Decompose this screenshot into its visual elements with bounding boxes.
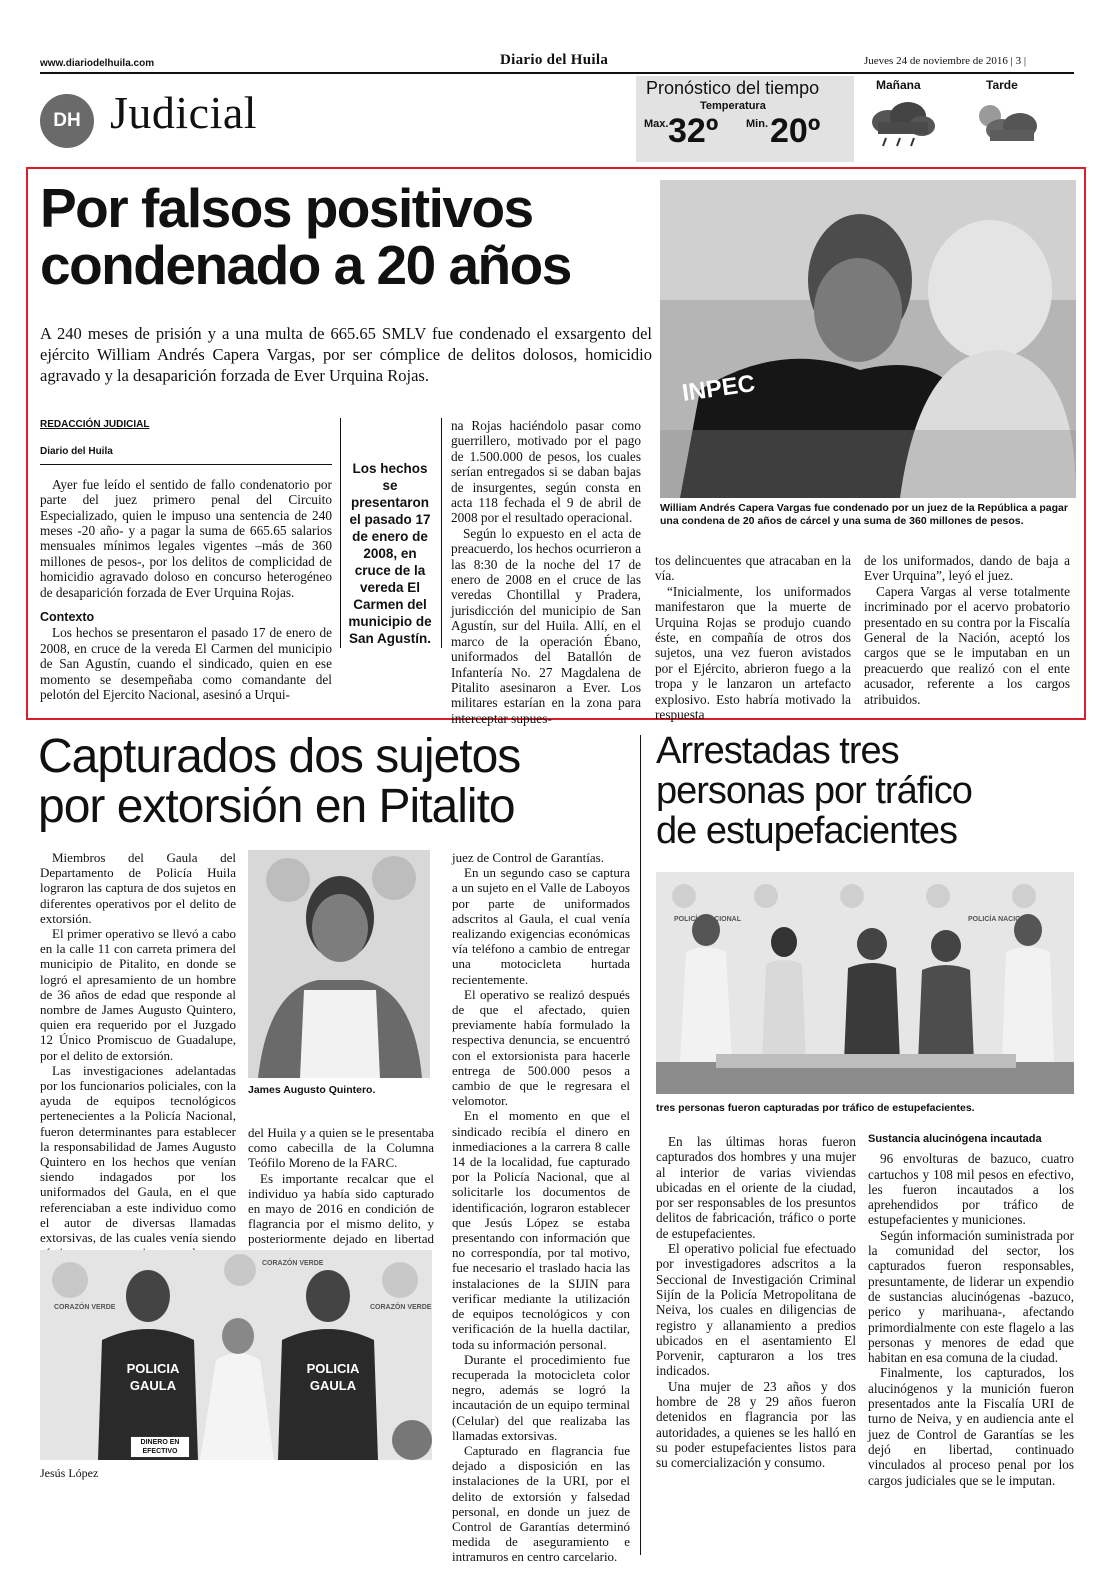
- inpec-vest-label: INPEC: [680, 370, 757, 407]
- weather-afternoon-label: Tarde: [986, 78, 1018, 92]
- three-arrested-photo: [656, 872, 1074, 1094]
- paragraph: El primer operativo se llevó a cabo en la calle 11 con carreta primera del municipio de Pitalito, en donde se logró el apresamiento de un hombre de 36 años de edad que responde al nombre de James Augusto Quintero, quien era requerido por el Juzgado 12 Único Promiscuo de Guadalupe, por el delito de extorsión.: [40, 926, 236, 1063]
- paragraph: Es importante recalcar que el individuo ya había sido capturado en mayo de 2016 en condición de flagrancia por el mismo delito, y posteriormente dejado en libertad: [248, 1170, 434, 1247]
- paragraph: Ayer fue leído el sentido de fallo condenatorio por parte del juez primero penal del Circuito Especializado, quien le impuso una sentencia de 240 meses -20 año- y a pagar la suma de 665.65 salarios mensuales mínimos legales vigentes –más de 360 millones de pesos-, por los delitos de complicidad de homicidio agravado doloso en concurso heterogéneo de desaparición forzada de Ever Urquina Rojas.: [40, 476, 332, 600]
- paragraph: Capera Vargas al verse totalmente incriminado por el acervo probatorio presentado en su contra por la Fiscalía General de la Nación, aceptó los cargos que se le imputaban en un preacuerdo que realizó con el ente acusador, referente a los cargos atribuidos.: [864, 583, 1070, 707]
- vest-label-line: POLICIA: [126, 1361, 180, 1376]
- paragraph: En un segundo caso se captura a un sujeto en el Valle de Laboyos por parte de uniformados adscritos al Gaula, el cual venía realizando exigencias económicas vía teléfono a cambio de entregar una motocicleta hurtada recientemente.: [452, 865, 630, 987]
- article2-column-3: [452, 850, 630, 1565]
- weather-min-value: 20º: [770, 112, 821, 150]
- james-quintero-photo: [248, 850, 430, 1078]
- header-rule: [40, 72, 1074, 74]
- sun-cloud-icon: [968, 100, 1042, 148]
- article1-column-3: [451, 418, 641, 726]
- subhead-sustancia: Sustancia alucinógena incautada: [868, 1133, 1042, 1145]
- photo-illustration: [248, 850, 430, 1078]
- backdrop-text: CORAZÓN VERDE: [262, 1260, 324, 1267]
- vest-label-line: POLICIA: [306, 1361, 360, 1376]
- headline-line: Arrestadas tres: [656, 730, 899, 772]
- vest-label-line: GAULA: [309, 1378, 357, 1393]
- paragraph: Capturado en flagrancia fue dejado a disposición en las instalaciones de la URI, por el delito de extorsión y falsedad personal, en donde un juez de Control de Garantías determinó medida de aseguramiento e intramuros en centro carcelario.: [452, 1442, 630, 1565]
- paragraph: Finalmente, los capturados, los alucinógenos y la munición fueron presentados ante la Fiscalía URI de turno de Neiva, y en audiencia ante el juez de Control de Garantías se les dejó en libertad, continuado vinculados al proceso penal por los cargos judiciales que se le imputan.: [868, 1365, 1074, 1488]
- paragraph: juez de Control de Garantías.: [452, 850, 604, 865]
- paragraph: 96 envolturas de bazuco, cuatro cartuchos y 108 mil pesos en efectivo, les fueron incautados a los aprehendidos por tráfico de estupefacientes y municiones.: [868, 1151, 1074, 1228]
- paragraph: Según lo expuesto en el acta de preacuerdo, los hechos ocurrieron a las 8:30 de la noche del 17 de enero de 2008 en el cruce de las veredas Chontillal y Pradera, jurisdicción del municipio de San Agustín, sur del Huila. Allí, en el marco de la operación Ébano, uniformados del Batallón de Infantería No. 27 Magdalena de Pitalito asesinaron a Ever. Los militares estarían en la zona para interceptar supues-: [451, 525, 641, 726]
- article1-column-1: [40, 417, 332, 703]
- article3-column-2: [868, 1132, 1074, 1488]
- paragraph: Los hechos se presentaron el pasado 17 de enero de 2008, en cruce de la vereda El Carmen del municipio de San Agustín, cuando el sindicado, quien en ese momento se desempeñaba como comandante del pelotón del Ejercito Nacional, asesinó a Urqui-: [40, 625, 332, 703]
- site-url[interactable]: www.diariodelhuila.com: [40, 58, 155, 69]
- weather-max-value: 32º: [668, 112, 719, 150]
- column-rule: [340, 418, 341, 648]
- paragraph: tos delincuentes que atracaban en la vía.: [655, 553, 851, 584]
- backdrop-text: POLICÍA NACIONAL: [968, 916, 1036, 923]
- article2-column-1: [40, 850, 236, 1260]
- jesus-lopez-caption: Jesús López: [40, 1466, 99, 1480]
- paragraph: Una mujer de 23 años y dos hombre de 28 y 29 años fueron detenidos en flagrancia por las autoridades, a quienes se les halló en su poder estupefacientes listos para su comercialización y consumo.: [656, 1378, 856, 1471]
- headline-line: Capturados dos sujetos: [38, 730, 521, 783]
- paragraph: El operativo policial fue efectuado por investigadores adscritos a la Seccional de Investigación Criminal Sijín de la Policía Metropolitana de Neiva, los cuales en diligencias de registro y allanamiento a predios ubicados en el asentamiento El Porvenir, capturaron a los tres indicados.: [656, 1241, 856, 1379]
- article2-headline: [38, 732, 520, 833]
- headline-line: condenado a 20 años: [40, 234, 571, 297]
- photo-illustration: [40, 1250, 432, 1460]
- article1-lead: A 240 meses de prisión y a una multa de 665.65 SMLV fue condenado el exsargento del ejército William Andrés Capera Vargas, por ser cómplice de delitos dolosos, homicidio agravado y la desaparición forzada de Ever Urquina Rojas.: [40, 324, 652, 385]
- headline-line: por extorsión en Pitalito: [38, 780, 515, 834]
- headline-line: de estupefacientes: [656, 809, 958, 852]
- date-page-number: Jueves 24 de noviembre de 2016 | 3 |: [864, 55, 1027, 67]
- byline: REDACCIÓN JUDICIAL: [40, 419, 150, 430]
- paragraph: “Inicialmente, los uniformados manifestaron que la muerte de Urquina Rojas se produjo cuando éste, en compañía de otros dos sujetos, una vez fueron avistados por el Ejército, abrieron fuego a la tropa y le lanzaron un artefacto explosivo. Esto habría motivado la respuesta: [655, 583, 851, 723]
- headline-line: Por falsos positivos: [40, 177, 533, 239]
- column-rule: [640, 735, 641, 1555]
- article3-photo-caption: tres personas fueron capturadas por tráfico de estupefacientes.: [656, 1102, 975, 1114]
- paragraph: Según información suministrada por la comunidad del sector, los capturados fueron responsables, presuntamente, de liderar un expendio de sustancias alucinógenas -bazuco, perico y marihuana-, afectando primordialmente con este flagelo a las personas y menores de edad que habitan en esa comuna de la ciudad.: [868, 1227, 1074, 1366]
- paragraph: del Huila y a quien se le presentaba como cabecilla de la Columna Teófilo Moreno de la FARC.: [248, 1125, 434, 1171]
- paragraph: na Rojas haciéndolo pasar como guerrillero, motivado por el pago de 1.500.000 de pesos, los cuales serían entregados si se daban bajas de insurgentes, según consta en acta 118 fechada el 9 de abril de 2008 por el resultado operacional.: [451, 418, 641, 526]
- paragraph: Durante el procedimiento fue recuperada la motocicleta color negro, además se logró la incautación de un equipo terminal (Celular) del que realizaba las llamadas extorsivas.: [452, 1351, 630, 1443]
- pull-quote: Los hechos se presentaron el pasado 17 de enero de 2008, en cruce de la vereda El Carmen del municipio de San Agustín.: [348, 461, 432, 646]
- byline-rule: [40, 464, 332, 465]
- article1-column-5: [864, 553, 1070, 707]
- section-title: Judicial: [110, 87, 258, 138]
- article3-column-1: [656, 1134, 856, 1471]
- weather-max-label: Max.: [644, 118, 669, 130]
- paragraph: Las investigaciones adelantadas por los funcionarios policiales, con la ayuda de equipos tecnológicos pertenecientes a la Policía Nacional, fueron determinantes para establecer la responsabilidad de James Augusto Quintero en los hechos que venían siendo indagados por los uniformados del Gaula, en el que referenciaban a este individuo como el autor de diversas llamadas extorsivas, de las cuales venía siendo: [40, 1062, 236, 1246]
- backdrop-text: CORAZÓN VERDE: [370, 1304, 432, 1311]
- capera-vargas-photo: [660, 180, 1076, 498]
- subhead-contexto: Contexto: [40, 610, 95, 625]
- photo-illustration: [656, 872, 1074, 1094]
- paragraph: En el momento en que el sindicado recibía el dinero en inmediaciones a la carrera 8 calle 14 de la localidad, fue capturado por la Policía Nacional, que al solicitarle los documentos de identificación, lograron establecer que Jesús López se estaba presentando con información que no correspondía, por tal motivo, fue necesario el traslado hacia las instalaciones de la SIJIN para verificar mediante la utilización de equipos tecnológicos y con verificación de la huella dactilar, toda su información personal.: [452, 1108, 630, 1352]
- vest-label-left: [112, 1360, 194, 1394]
- article2-column-2: [248, 1125, 434, 1262]
- dh-logo: DH: [40, 94, 94, 148]
- source-line: Diario del Huila: [40, 446, 113, 458]
- paragraph: Miembros del Gaula del Departamento de Policía Huila lograron las captura de dos sujetos en diferentes operativos por el delito de extorsión.: [40, 850, 236, 926]
- photo-illustration: [660, 180, 1076, 498]
- backdrop-text: CORAZÓN VERDE: [54, 1304, 116, 1311]
- article3-headline: [656, 732, 972, 852]
- paragraph: El operativo se realizó después de que el afectado, quien previamente había formulado la respectiva denuncia, se encuentró con el extorsionista para hacerle entrega de 500.000 pesos a cambio de que le regresara el velomotor.: [452, 986, 630, 1109]
- column-rule: [441, 418, 442, 648]
- cash-sign: DINERO EN EFECTIVO: [130, 1436, 190, 1458]
- weather-subtitle: Temperatura: [700, 100, 766, 112]
- jesus-lopez-photo: [40, 1250, 432, 1460]
- article1-headline: [40, 177, 571, 297]
- article1-column-4: [655, 553, 851, 722]
- weather-title: Pronóstico del tiempo: [646, 78, 820, 98]
- james-quintero-caption: James Augusto Quintero.: [248, 1084, 376, 1096]
- newspaper-name: Diario del Huila: [500, 52, 609, 68]
- backdrop-text: POLICÍA NACIONAL: [674, 916, 742, 923]
- vest-label-right: [292, 1360, 374, 1394]
- weather-morning-label: Mañana: [876, 78, 921, 92]
- vest-label-line: GAULA: [129, 1378, 177, 1393]
- paragraph: de los uniformados, dando de baja a Ever Urquina”, leyó el juez.: [864, 553, 1070, 584]
- weather-min-label: Min.: [746, 118, 768, 130]
- rain-cloud-icon: [864, 100, 938, 148]
- article1-photo-caption: William Andrés Capera Vargas fue condenado por un juez de la República a pagar una condena de 20 años de cárcel y una suma de 360 millones de pesos.: [660, 502, 1068, 527]
- paragraph: En las últimas horas fueron capturados dos hombres y una mujer al interior de varias viviendas ubicadas en el oriente de la ciudad, por ser responsables de los presuntos delitos de fabricación, tráfico o porte de estupefacientes.: [656, 1134, 856, 1241]
- headline-line: personas por tráfico: [656, 769, 972, 812]
